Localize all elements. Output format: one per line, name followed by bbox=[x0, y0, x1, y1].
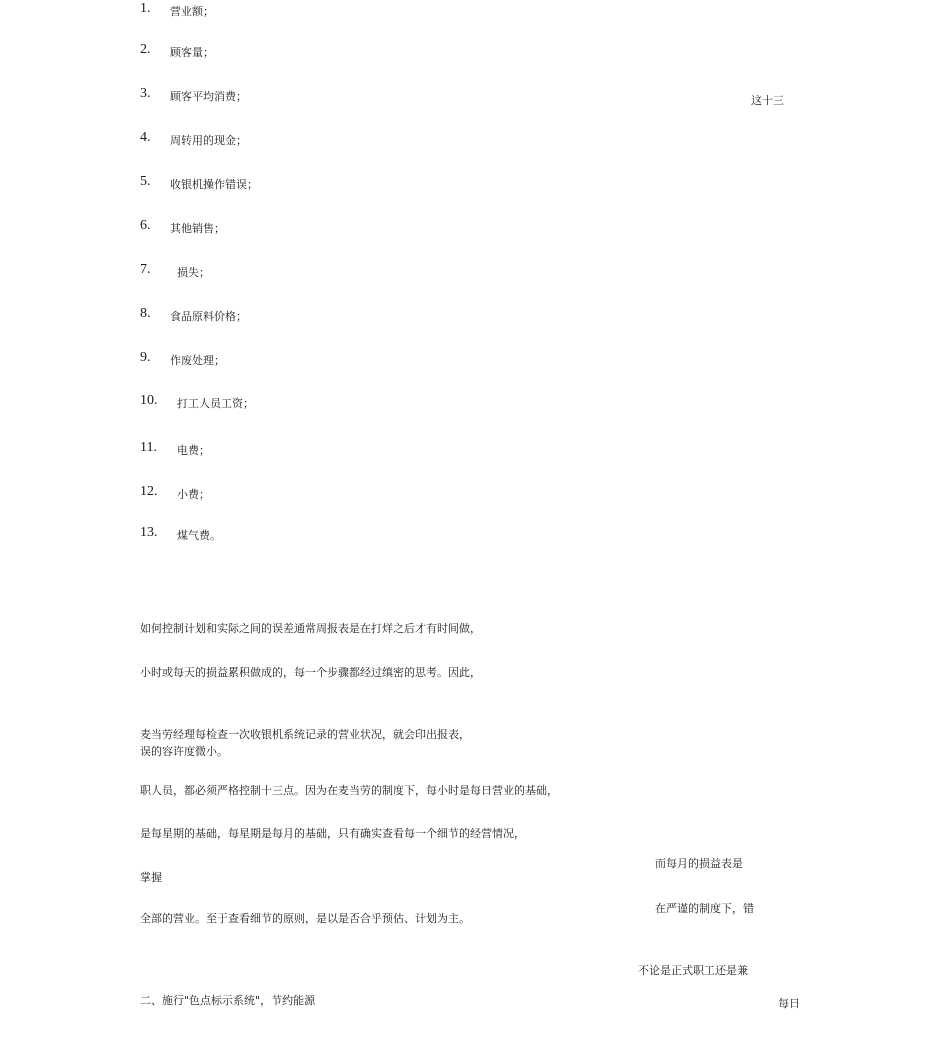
section-heading: 二、施行"色点标示系统"，节约能源 bbox=[140, 994, 316, 1007]
paragraph-line: 小时或每天的损益累积做成的，每一个步骤都经过缜密的思考。因此， bbox=[140, 666, 481, 679]
list-item-text: 营业额； bbox=[170, 5, 214, 18]
list-item-text: 电费； bbox=[177, 444, 210, 457]
list-item-text: 煤气费。 bbox=[177, 529, 221, 542]
list-item-text: 顾客平均消费； bbox=[170, 90, 247, 103]
list-number: 11. bbox=[140, 440, 157, 455]
list-item-text: 小费； bbox=[177, 488, 210, 501]
list-item-text: 作废处理； bbox=[170, 354, 225, 367]
list-item-text: 收银机操作错误； bbox=[170, 178, 258, 191]
paragraph-line: 全部的营业。至于查看细节的原则，是以是否合乎预估、计划为主。 bbox=[140, 912, 470, 925]
list-number: 13. bbox=[140, 525, 158, 540]
list-number: 10. bbox=[140, 393, 158, 408]
paragraph-line: 麦当劳经理每检查一次收银机系统记录的营业状况，就会印出报表， bbox=[140, 728, 470, 741]
paragraph-line: 如何控制计划和实际之间的误差通常周报表是在打烊之后才有时间做， bbox=[140, 622, 481, 635]
list-number: 2. bbox=[140, 42, 151, 57]
side-note: 这十三 bbox=[751, 94, 784, 107]
side-note: 不论是正式职工还是兼 bbox=[638, 964, 748, 977]
paragraph-line: 掌握 bbox=[140, 871, 162, 884]
list-number: 9. bbox=[140, 350, 151, 365]
list-item-text: 打工人员工资； bbox=[177, 397, 254, 410]
list-number: 5. bbox=[140, 174, 151, 189]
paragraph-line: 职人员，都必须严格控制十三点。因为在麦当劳的制度下，每小时是每日营业的基础， bbox=[140, 784, 558, 797]
paragraph-line: 误的容许度微小。 bbox=[140, 745, 228, 758]
list-item-text: 顾客量； bbox=[170, 46, 214, 59]
list-item-text: 食品原料价格； bbox=[170, 310, 247, 323]
list-item-text: 其他销售； bbox=[170, 222, 225, 235]
side-note: 而每月的损益表是 bbox=[655, 857, 743, 870]
list-number: 12. bbox=[140, 484, 158, 499]
paragraph-line: 是每星期的基础，每星期是每月的基础，只有确实查看每一个细节的经营情况， bbox=[140, 827, 525, 840]
list-number: 7. bbox=[140, 262, 151, 277]
side-note: 每日 bbox=[778, 997, 800, 1010]
list-number: 8. bbox=[140, 306, 151, 321]
list-number: 3. bbox=[140, 86, 151, 101]
list-number: 4. bbox=[140, 130, 151, 145]
list-number: 6. bbox=[140, 218, 151, 233]
list-item-text: 周转用的现金； bbox=[170, 134, 247, 147]
list-item-text: 损失； bbox=[177, 266, 210, 279]
side-note: 在严谨的制度下，错 bbox=[655, 902, 754, 915]
list-number: 1. bbox=[140, 1, 151, 16]
